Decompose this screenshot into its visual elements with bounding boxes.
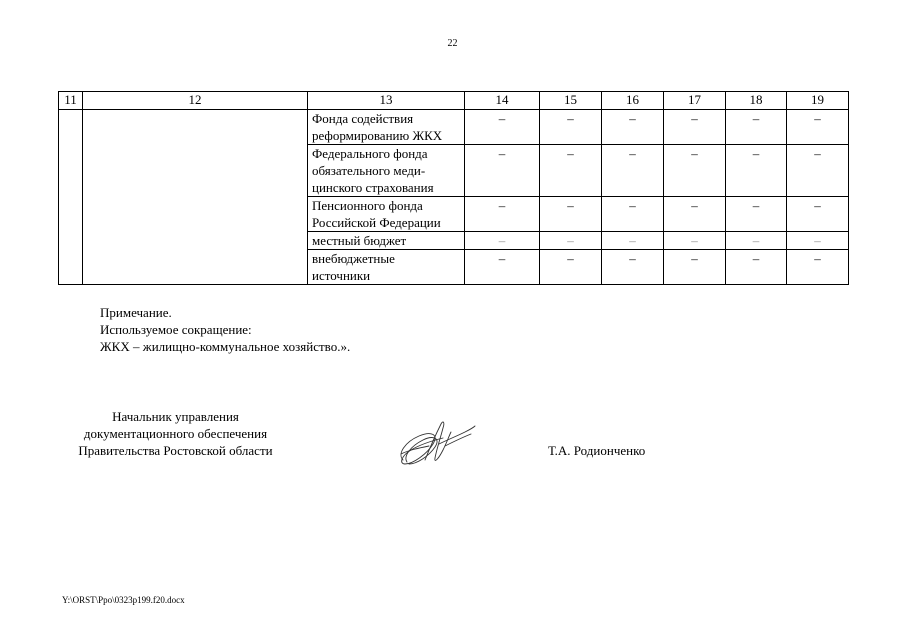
value-cell: – <box>726 250 787 285</box>
value-cell: – <box>540 250 602 285</box>
note-title: Примечание. <box>100 305 172 320</box>
col-header: 13 <box>308 92 465 110</box>
value-cell: – <box>540 197 602 232</box>
source-label: внебюджетные источники <box>308 250 465 285</box>
signatory-title: Начальник управления документационного обеспечения Правительства Ростовской области <box>78 409 273 458</box>
note-abbrev-definition: ЖКХ – жилищно-коммунальное хозяйство.». <box>100 339 351 354</box>
value-cell: – <box>602 145 664 197</box>
value-cell: – <box>726 197 787 232</box>
col-header: 15 <box>540 92 602 110</box>
value-cell: – <box>787 197 849 232</box>
col-header: 19 <box>787 92 849 110</box>
value-cell: – <box>602 250 664 285</box>
source-label: Федерального фонда обязательного меди- цинского страхования <box>308 145 465 197</box>
value-cell: – <box>602 232 664 250</box>
col-header: 17 <box>664 92 726 110</box>
handwritten-signature <box>395 414 477 470</box>
note-block <box>100 304 350 355</box>
col-header: 14 <box>465 92 540 110</box>
value-cell: – <box>664 197 726 232</box>
value-cell: – <box>664 145 726 197</box>
signatory-name: Т.А. Родионченко <box>548 443 646 458</box>
budget-table <box>58 91 849 285</box>
value-cell: – <box>787 145 849 197</box>
col-header: 18 <box>726 92 787 110</box>
source-label: Фонда содействия реформированию ЖКХ <box>308 110 465 145</box>
col-header: 16 <box>602 92 664 110</box>
value-cell: – <box>465 197 540 232</box>
value-cell: – <box>787 250 849 285</box>
value-cell: – <box>664 232 726 250</box>
col-header: 12 <box>83 92 308 110</box>
col-header: 11 <box>59 92 83 110</box>
value-cell: – <box>465 250 540 285</box>
source-label: местный бюджет <box>308 232 465 250</box>
merged-cell-col12 <box>83 110 308 285</box>
value-cell: – <box>540 232 602 250</box>
table-row <box>59 110 849 145</box>
source-label: Пенсионного фонда Российской Федерации <box>308 197 465 232</box>
value-cell: – <box>602 197 664 232</box>
value-cell: – <box>465 232 540 250</box>
value-cell: – <box>726 110 787 145</box>
footer-file-path: Y:\ORST\Ppo\0323p199.f20.docx <box>62 595 185 605</box>
table-header-row <box>59 92 849 110</box>
value-cell: – <box>726 145 787 197</box>
merged-cell-col11 <box>59 110 83 285</box>
value-cell: – <box>540 110 602 145</box>
value-cell: – <box>465 110 540 145</box>
value-cell: – <box>664 250 726 285</box>
value-cell: – <box>664 110 726 145</box>
page-number: 22 <box>447 38 458 49</box>
value-cell: – <box>602 110 664 145</box>
note-abbrev-heading: Используемое сокращение: <box>100 322 252 337</box>
value-cell: – <box>540 145 602 197</box>
value-cell: – <box>787 110 849 145</box>
value-cell: – <box>726 232 787 250</box>
value-cell: – <box>787 232 849 250</box>
value-cell: – <box>465 145 540 197</box>
